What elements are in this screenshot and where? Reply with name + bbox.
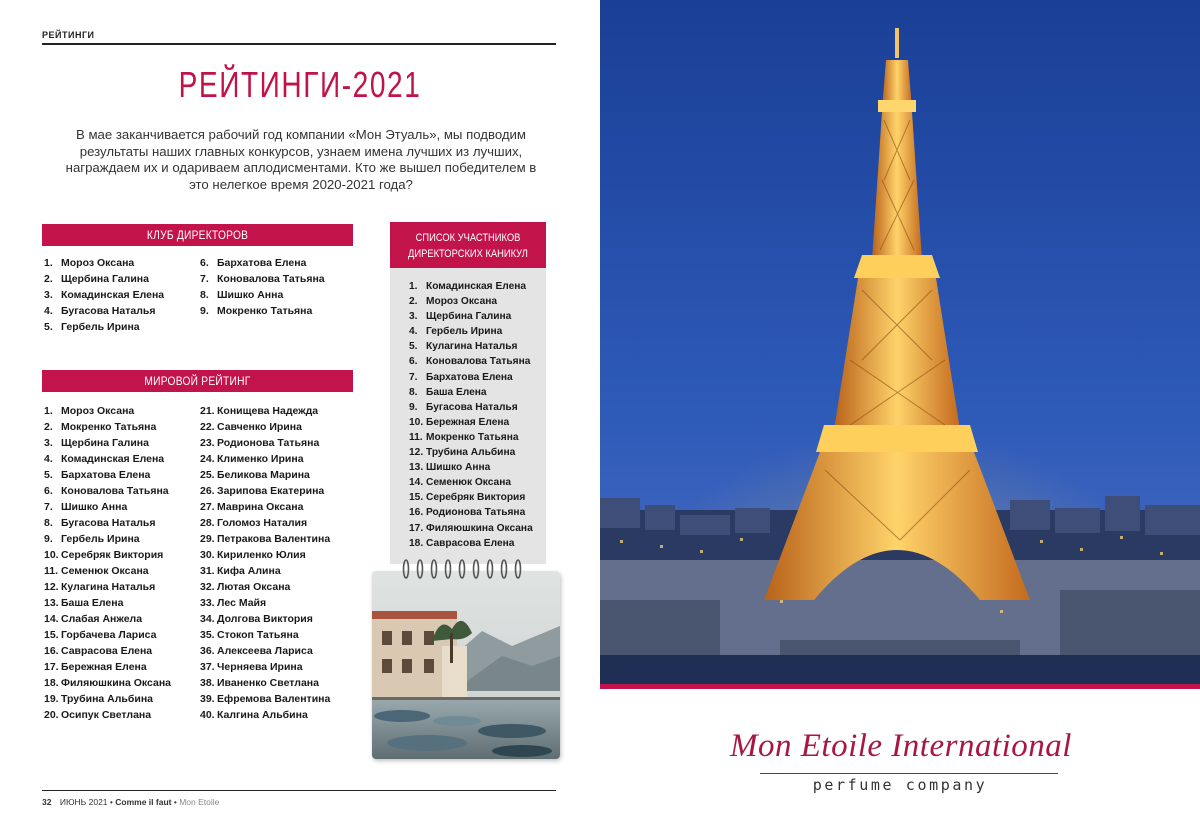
list-item-number: 17. (409, 522, 424, 534)
list-item-number: 10. (44, 549, 59, 561)
list-item (44, 467, 171, 483)
top-rule (42, 43, 556, 45)
list-item (200, 675, 330, 691)
list-item-name: Семенюк Оксана (61, 565, 149, 577)
list-item (200, 419, 330, 435)
list-item-name: Стокоп Татьяна (217, 629, 299, 641)
directors-club-list-col1 (44, 255, 164, 335)
list-item (409, 339, 533, 354)
list-item-name: Мокренко Татьяна (426, 431, 519, 443)
list-item-number: 23. (200, 437, 215, 449)
vacation-list-heading (390, 222, 546, 268)
list-item-number: 15. (44, 629, 59, 641)
list-item-number: 4. (44, 453, 53, 465)
list-item (409, 279, 533, 294)
list-item-name: Лес Майя (217, 597, 267, 609)
list-item-name: Гербель Ирина (426, 326, 503, 338)
list-item-number: 3. (409, 311, 418, 323)
list-item-name: Алексеева Лариса (217, 645, 313, 657)
list-item (44, 643, 171, 659)
list-item (44, 595, 171, 611)
list-item-number: 26. (200, 485, 215, 497)
list-item-name: Кириленко Юлия (217, 549, 306, 561)
list-item-name: Саврасова Елена (426, 537, 515, 549)
list-item-number: 9. (409, 401, 418, 413)
list-item-number: 21. (200, 405, 215, 417)
list-item (200, 707, 330, 723)
list-item-number: 9. (44, 533, 53, 545)
page-title: РЕЙТИНГИ-2021 (178, 64, 422, 105)
logo-rule (760, 773, 1058, 774)
list-item (44, 303, 164, 319)
list-item-name: Гербель Ирина (61, 533, 140, 545)
list-item-name: Бугасова Наталья (61, 517, 156, 529)
list-item (44, 515, 171, 531)
list-item (409, 354, 533, 369)
list-item-name: Баша Елена (61, 597, 124, 609)
list-item-number: 14. (409, 477, 424, 489)
list-item (409, 536, 533, 551)
list-item-number: 37. (200, 661, 215, 673)
directors-club-title: КЛУБ ДИРЕКТОРОВ (146, 228, 249, 242)
list-item (44, 547, 171, 563)
world-rating-heading (42, 370, 353, 392)
notepad-photo (372, 571, 560, 759)
list-item (44, 483, 171, 499)
list-item-name: Горбачева Лариса (61, 629, 157, 641)
list-item-number: 36. (200, 645, 215, 657)
list-item (44, 627, 171, 643)
list-item-number: 2. (44, 273, 53, 285)
list-item (44, 255, 164, 271)
list-item-number: 30. (200, 549, 215, 561)
list-item-number: 13. (409, 462, 424, 474)
list-item (44, 319, 164, 335)
list-item-number: 38. (200, 677, 215, 689)
list-item-number: 22. (200, 421, 215, 433)
list-item-name: Комадинская Елена (61, 453, 165, 465)
list-item-number: 15. (409, 492, 424, 504)
list-item (200, 515, 330, 531)
list-item-name: Щербина Галина (61, 437, 149, 449)
footer-separator: • (109, 797, 113, 807)
section-tag: РЕЙТИНГИ (42, 30, 95, 40)
list-item-number: 10. (409, 416, 424, 428)
photo-border (600, 684, 1200, 689)
list-item-name: Комадинская Елена (426, 281, 527, 292)
list-item-name: Коновалова Татьяна (61, 485, 169, 497)
footer-magazine: Comme il faut (115, 797, 172, 807)
list-item-number: 9. (200, 305, 209, 317)
list-item-name: Черняева Ирина (217, 661, 303, 673)
list-item (409, 400, 533, 415)
list-item-number: 18. (409, 537, 424, 549)
page-number: 32 (42, 797, 52, 807)
list-item (44, 403, 171, 419)
list-item (44, 271, 164, 287)
list-item (409, 294, 533, 309)
list-item-number: 1. (44, 257, 53, 269)
list-item-name: Кифа Алина (217, 565, 281, 577)
list-item-number: 11. (409, 431, 423, 443)
list-item-name: Маврина Оксана (217, 501, 304, 513)
list-item-name: Бережная Елена (61, 661, 147, 673)
list-item-number: 34. (200, 613, 215, 625)
vacation-list-title-line2: ДИРЕКТОРСКИХ КАНИКУЛ (408, 248, 528, 260)
list-item (409, 505, 533, 520)
list-item-name: Бугасова Наталья (426, 401, 518, 413)
eiffel-tower-photo (600, 0, 1200, 684)
list-item-name: Комадинская Елена (61, 289, 165, 301)
list-item-number: 7. (44, 501, 53, 513)
vacation-list-title-line1: СПИСОК УЧАСТНИКОВ (415, 232, 521, 244)
intro-paragraph: В мае заканчивается рабочий год компании «Мон Этуаль», мы подводим результаты наших главных конкурсов, узнаем имена лучших из лучших, награждаем их и одариваем аплодисментами. Кто же вышел победителем в это нелегкое время 2020-2021 года? (65, 127, 537, 192)
list-item (44, 659, 171, 675)
list-item (44, 675, 171, 691)
list-item-name: Лютая Оксана (217, 581, 291, 593)
list-item-number: 28. (200, 517, 215, 529)
list-item (409, 475, 533, 490)
vacation-list (409, 279, 533, 551)
list-item (44, 287, 164, 303)
list-item-number: 3. (44, 437, 53, 449)
list-item-name: Гербель Ирина (61, 321, 140, 333)
list-item-number: 11. (44, 565, 59, 577)
list-item (200, 435, 330, 451)
list-item (44, 691, 171, 707)
list-item-name: Шишко Анна (61, 501, 128, 513)
list-item-number: 31. (200, 565, 215, 577)
list-item (409, 309, 533, 324)
list-item-number: 39. (200, 693, 215, 705)
list-item-name: Мороз Оксана (61, 257, 135, 269)
list-item-name: Бархатова Елена (426, 371, 513, 383)
list-item (200, 531, 330, 547)
footer-brand: Mon Etoile (179, 797, 220, 807)
list-item-name: Шишко Анна (217, 289, 284, 301)
list-item-name: Кулагина Наталья (426, 341, 518, 353)
list-item-name: Коновалова Татьяна (426, 356, 531, 368)
list-item-number: 8. (44, 517, 53, 529)
list-item (200, 271, 325, 287)
list-item-number: 3. (44, 289, 53, 301)
list-item-name: Серебряк Виктория (61, 549, 164, 561)
list-item-number: 20. (44, 709, 59, 721)
paris-night-image (600, 0, 1200, 684)
list-item (409, 445, 533, 460)
list-item (44, 563, 171, 579)
list-item-name: Бархатова Елена (217, 257, 307, 269)
list-item-number: 8. (409, 386, 418, 398)
list-item-number: 29. (200, 533, 215, 545)
list-item (409, 490, 533, 505)
list-item-name: Бугасова Наталья (61, 305, 156, 317)
lake-town-image (372, 571, 560, 759)
list-item-number: 14. (44, 613, 59, 625)
list-item-number: 40. (200, 709, 215, 721)
list-item-number: 33. (200, 597, 215, 609)
directors-club-heading (42, 224, 353, 246)
list-item-name: Родионова Татьяна (426, 507, 526, 519)
list-item (200, 255, 325, 271)
list-item-name: Серебряк Виктория (426, 492, 526, 504)
list-item-number: 12. (409, 447, 424, 459)
list-item-number: 5. (44, 321, 53, 333)
list-item (44, 707, 171, 723)
list-item-name: Семенюк Оксана (426, 477, 512, 489)
list-item-name: Долгова Виктория (217, 613, 313, 625)
list-item-number: 7. (409, 371, 418, 383)
world-rating-list-col1 (44, 403, 171, 723)
list-item-number: 2. (44, 421, 53, 433)
list-item-name: Слабая Анжела (61, 613, 143, 625)
list-item-number: 6. (409, 356, 418, 368)
list-item-number: 6. (44, 485, 53, 497)
list-item-name: Клименко Ирина (217, 453, 304, 465)
list-item (200, 659, 330, 675)
notepad-spiral-rings (400, 558, 530, 580)
list-item (200, 451, 330, 467)
list-item-name: Калгина Альбина (217, 709, 308, 721)
footer-date: ИЮНЬ 2021 (59, 797, 108, 807)
list-item-number: 12. (44, 581, 59, 593)
list-item (44, 499, 171, 515)
list-item-name: Мороз Оксана (61, 405, 135, 417)
list-item-name: Филяюшкина Оксана (426, 522, 533, 534)
list-item-number: 16. (44, 645, 59, 657)
list-item (200, 643, 330, 659)
list-item (44, 531, 171, 547)
list-item-name: Петракова Валентина (217, 533, 331, 545)
list-item-number: 8. (200, 289, 209, 301)
list-item (200, 483, 330, 499)
list-item-number: 13. (44, 597, 59, 609)
list-item-name: Щербина Галина (426, 311, 512, 323)
list-item-name: Беликова Марина (217, 469, 310, 481)
list-item-number: 19. (44, 693, 59, 705)
list-item-number: 4. (409, 326, 418, 338)
right-page (600, 0, 1200, 828)
list-item (200, 547, 330, 563)
list-item-name: Родионова Татьяна (217, 437, 320, 449)
list-item-number: 1. (409, 281, 418, 292)
list-item (200, 579, 330, 595)
list-item (409, 370, 533, 385)
list-item-name: Шишко Анна (426, 462, 491, 474)
list-item-number: 2. (409, 296, 418, 308)
list-item-number: 18. (44, 677, 59, 689)
list-item-number: 6. (200, 257, 209, 269)
list-item (200, 563, 330, 579)
list-item (409, 430, 533, 445)
footer-separator: • (173, 797, 177, 807)
list-item-name: Саврасова Елена (61, 645, 153, 657)
list-item (409, 385, 533, 400)
list-item (44, 419, 171, 435)
list-item (200, 303, 325, 319)
list-item-name: Мокренко Татьяна (61, 421, 157, 433)
footer (42, 797, 219, 807)
list-item-number: 4. (44, 305, 53, 317)
list-item-number: 7. (200, 273, 209, 285)
list-item-name: Зарипова Екатерина (217, 485, 325, 497)
list-item-name: Бархатова Елена (61, 469, 151, 481)
list-item-number: 17. (44, 661, 59, 673)
list-item-number: 27. (200, 501, 215, 513)
list-item-number: 35. (200, 629, 215, 641)
directors-club-list-col2 (200, 255, 325, 319)
brand-logo-script: Mon Etoile International (730, 728, 1072, 764)
list-item (200, 691, 330, 707)
list-item (200, 403, 330, 419)
list-item-name: Кулагина Наталья (61, 581, 156, 593)
list-item-name: Мороз Оксана (426, 296, 498, 308)
list-item-number: 24. (200, 453, 215, 465)
list-item (200, 467, 330, 483)
list-item (409, 460, 533, 475)
list-item-name: Конищева Надежда (217, 405, 319, 417)
brand-logo-tagline: perfume company (812, 776, 988, 794)
list-item (409, 415, 533, 430)
list-item-name: Иваненко Светлана (217, 677, 319, 689)
list-item-name: Щербина Галина (61, 273, 149, 285)
world-rating-list-col2 (200, 403, 330, 723)
list-item-number: 32. (200, 581, 215, 593)
list-item (44, 579, 171, 595)
list-item-name: Мокренко Татьяна (217, 305, 313, 317)
list-item (409, 324, 533, 339)
list-item-name: Коновалова Татьяна (217, 273, 325, 285)
list-item-name: Трубина Альбина (426, 447, 516, 459)
list-item-number: 25. (200, 469, 215, 481)
list-item (44, 435, 171, 451)
list-item (200, 499, 330, 515)
list-item-name: Ефремова Валентина (217, 693, 331, 705)
list-item-number: 5. (409, 341, 418, 353)
list-item-name: Бережная Елена (426, 416, 510, 428)
list-item-number: 5. (44, 469, 53, 481)
list-item-name: Баша Елена (426, 386, 487, 398)
list-item-number: 16. (409, 507, 424, 519)
list-item (200, 287, 325, 303)
list-item (409, 521, 533, 536)
bottom-rule (42, 790, 556, 791)
list-item-name: Трубина Альбина (61, 693, 153, 705)
list-item (44, 611, 171, 627)
list-item-name: Савченко Ирина (217, 421, 302, 433)
list-item (44, 451, 171, 467)
list-item (200, 611, 330, 627)
list-item-name: Голомоз Наталия (217, 517, 308, 529)
list-item (200, 595, 330, 611)
list-item-name: Филяюшкина Оксана (61, 677, 172, 689)
list-item (200, 627, 330, 643)
world-rating-title: МИРОВОЙ РЕЙТИНГ (144, 374, 251, 388)
list-item-number: 1. (44, 405, 53, 417)
list-item-name: Осипук Светлана (61, 709, 152, 721)
